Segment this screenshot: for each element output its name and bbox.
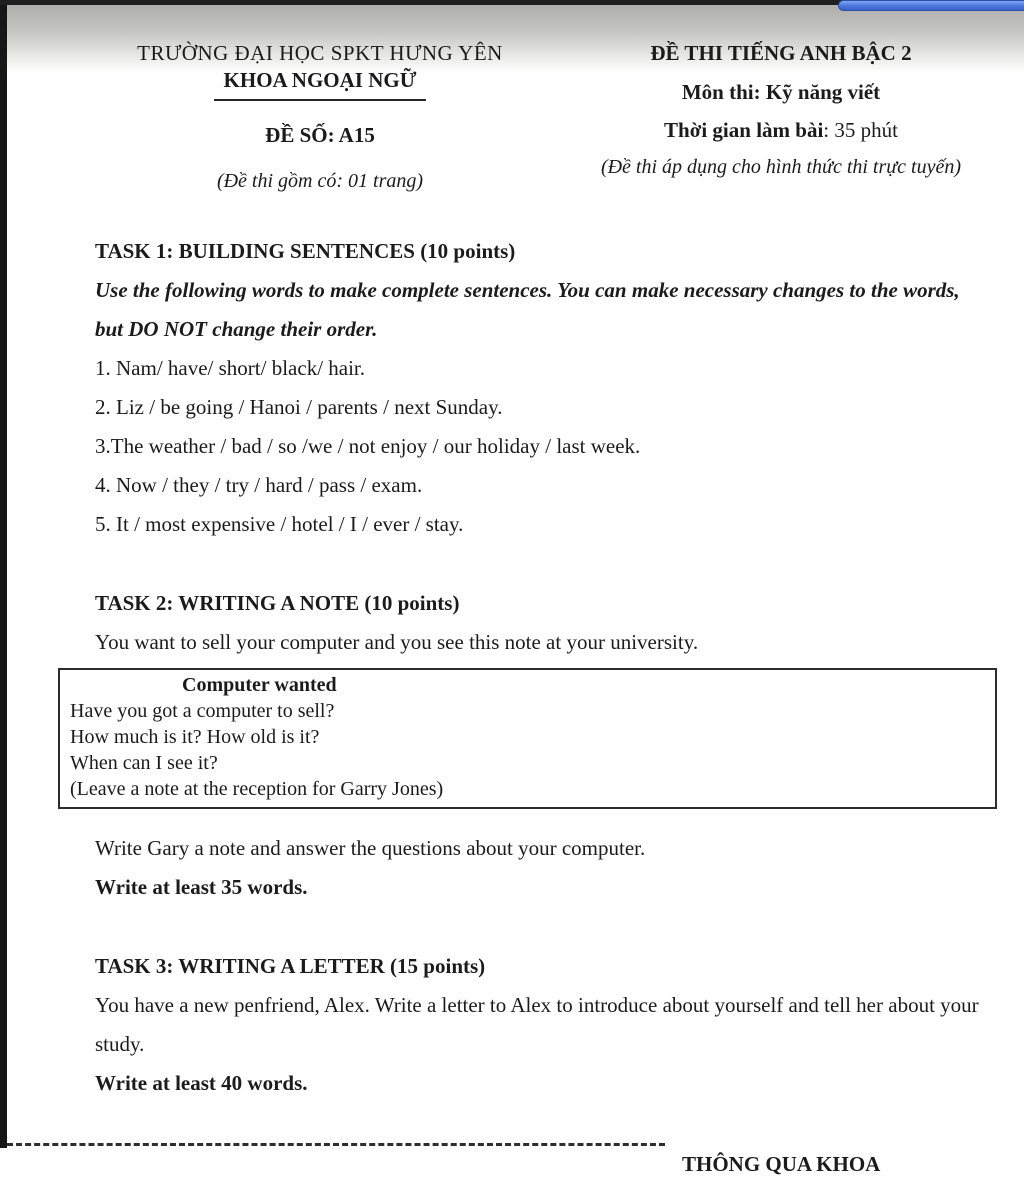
exam-duration — [558, 117, 1004, 144]
task1-item-1: 1. Nam/ have/ short/ black/ hair. — [95, 356, 366, 380]
note-box-line-2: How much is it? How old is it? — [70, 726, 320, 748]
exam-body — [7, 232, 1024, 1103]
header-left-block — [100, 40, 540, 195]
task1-title: TASK 1: BUILDING SENTENCES (10 points) — [95, 239, 516, 263]
exam-subject: Môn thi: Kỹ năng viết — [681, 80, 881, 104]
task1-item-3: 3.The weather / bad / so /we / not enjoy / our holiday / last week. — [95, 434, 641, 458]
task2-intro: You want to sell your computer and you see this note at your university. — [95, 630, 699, 654]
task2-title: TASK 2: WRITING A NOTE (10 points) — [95, 591, 460, 615]
duration-label: Thời gian làm bài — [664, 118, 824, 142]
department-underline — [214, 99, 426, 101]
pages-note: (Đề thi gồm có: 01 trang) — [216, 170, 424, 192]
header-right-block — [558, 40, 1004, 181]
task3-prompt: You have a new penfriend, Alex. Write a letter to Alex to introduce about yourself and tell her about your study. — [95, 993, 979, 1056]
note-box-title: Computer wanted — [182, 674, 337, 696]
exam-title: ĐỀ THI TIẾNG ANH BẬC 2 — [650, 41, 912, 65]
page-left-edge — [0, 0, 7, 1148]
task2-requirement: Write at least 35 words. — [95, 875, 308, 899]
task2-prompt: Write Gary a note and answer the questions about your computer. — [95, 836, 646, 860]
approval-heading: THÔNG QUA KHOA — [682, 1152, 881, 1176]
note-box-line-4: (Leave a note at the reception for Garry Jones) — [70, 778, 444, 800]
task3-title: TASK 3: WRITING A LETTER (15 points) — [95, 954, 486, 978]
scrollbar-thumb[interactable] — [838, 0, 1024, 11]
university-name: TRƯỜNG ĐẠI HỌC SPKT HƯNG YÊN — [137, 41, 503, 65]
task1-instruction: Use the following words to make complete sentences. You can make necessary changes to the words, but DO NOT change their order. — [95, 278, 960, 341]
note-box — [58, 668, 997, 809]
note-box-line-3: When can I see it? — [70, 752, 218, 774]
task1-item-2: 2. Liz / be going / Hanoi / parents / next Sunday. — [95, 395, 503, 419]
duration-value: : 35 phút — [823, 118, 898, 142]
page-bottom-rule — [7, 1143, 665, 1146]
format-note: (Đề thi áp dụng cho hình thức thi trực tuyến) — [600, 156, 962, 178]
task1-item-4: 4. Now / they / try / hard / pass / exam. — [95, 473, 423, 497]
task3-requirement: Write at least 40 words. — [95, 1071, 308, 1095]
exam-code: ĐỀ SỐ: A15 — [265, 123, 375, 147]
department-name: KHOA NGOẠI NGỮ — [223, 68, 417, 92]
task1-item-5: 5. It / most expensive / hotel / I / ever / stay. — [95, 512, 464, 536]
note-box-line-1: Have you got a computer to sell? — [70, 700, 335, 722]
